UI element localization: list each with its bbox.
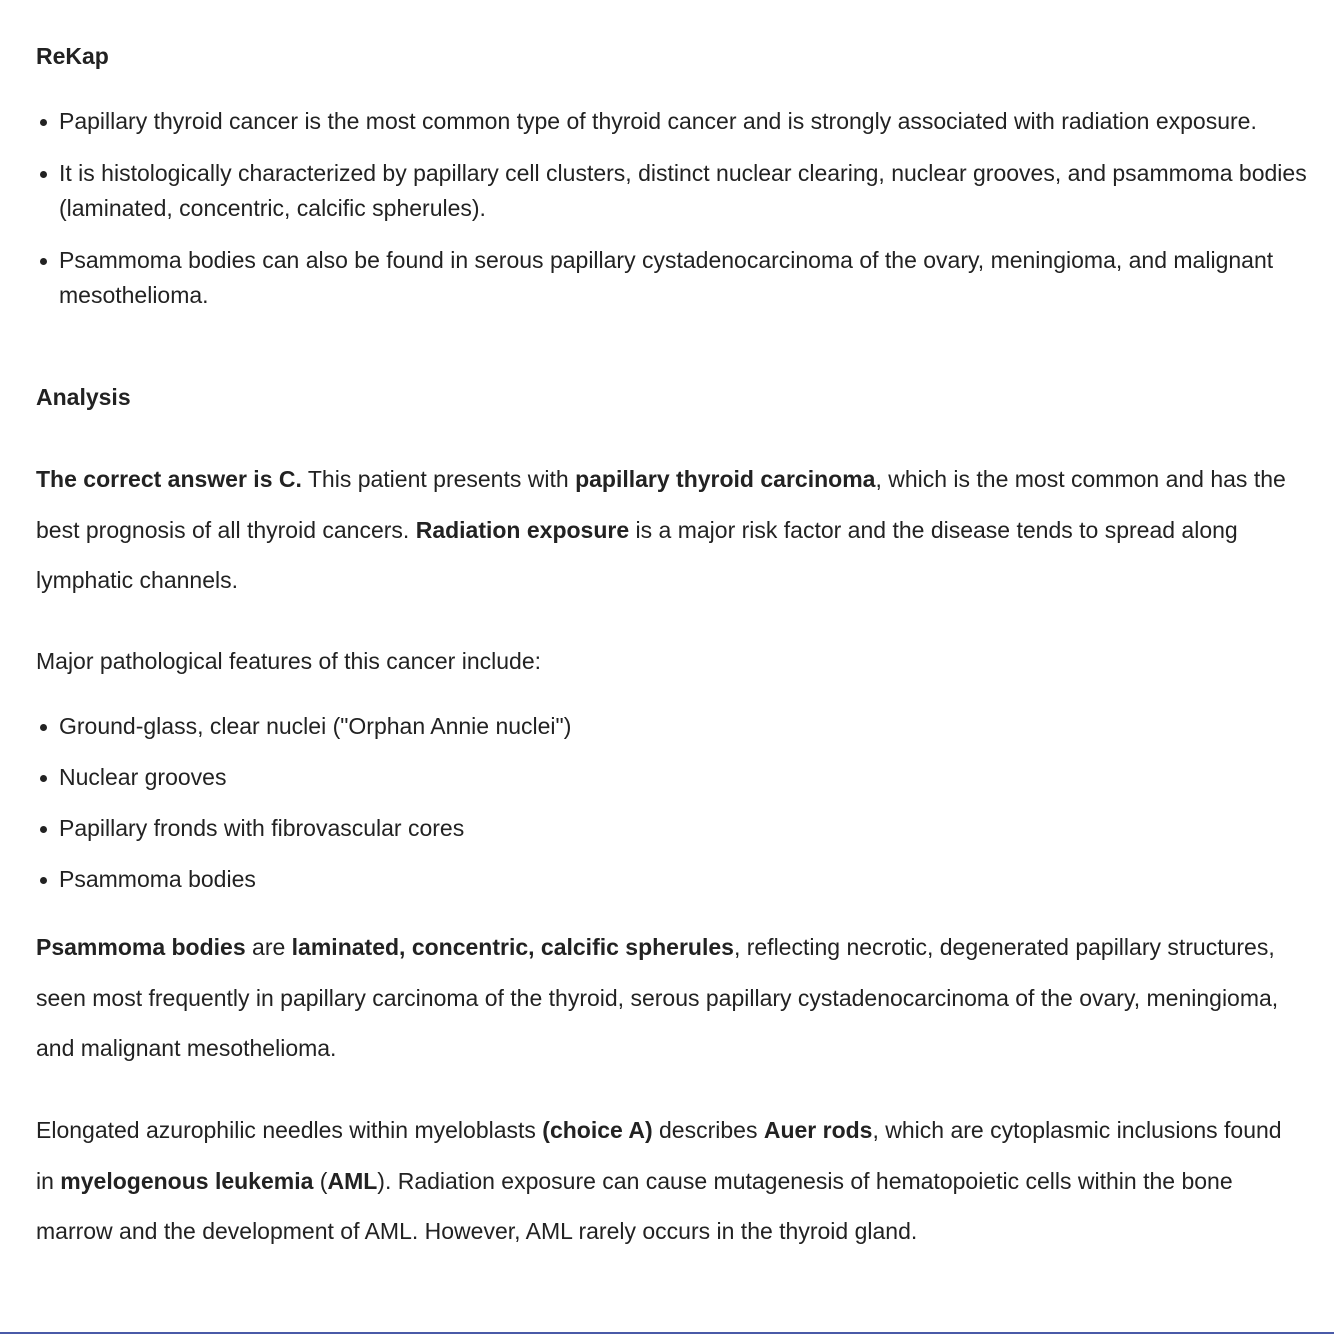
text-segment: ). Radiation exposure can cause mutagenesis of hematopoietic cells within the bone marrow and the development of AML. However, AML rarely occurs in the thyroid gland.: [36, 1167, 1233, 1244]
text-segment: are: [245, 934, 292, 960]
choice-a-paragraph: [36, 1105, 1286, 1257]
list-item: [59, 811, 1309, 846]
text-segment: Major pathological features of this cancer include:: [36, 648, 542, 674]
bold-text: papillary thyroid carcinoma: [575, 466, 876, 492]
bold-text: myelogenous leukemia: [60, 1167, 314, 1194]
text-segment: describes: [652, 1117, 764, 1143]
text-segment: Elongated azurophilic needles within myeloblasts: [36, 1117, 543, 1143]
list-item: [59, 104, 1309, 139]
text-segment: Nuclear grooves: [59, 764, 227, 790]
text-segment: Papillary fronds with fibrovascular cores: [59, 815, 465, 841]
features-list: [36, 709, 1309, 913]
bold-text: Auer rods: [763, 1117, 873, 1143]
bold-text: laminated, concentric, calcific spherules: [291, 934, 734, 960]
analysis-heading: Analysis: [36, 384, 131, 410]
list-item: [59, 862, 1309, 897]
text-segment: This patient presents with: [301, 466, 576, 492]
correct-answer-paragraph: [36, 454, 1286, 606]
bold-text: (choice A): [542, 1117, 653, 1143]
text-segment: , which is the most common and has the best prognosis of all thyroid cancers.: [36, 466, 1286, 543]
bold-text: Psammoma bodies: [36, 934, 246, 960]
rekap-list: [36, 104, 1309, 330]
list-item: [59, 156, 1309, 226]
bold-text: AML: [327, 1167, 378, 1194]
psammoma-paragraph: [36, 922, 1286, 1074]
bold-text: Radiation exposure: [415, 516, 630, 543]
text-segment: (: [313, 1167, 328, 1194]
text-segment: , which are cytoplasmic inclusions found in: [36, 1117, 1282, 1194]
text-segment: Papillary thyroid cancer is the most common type of thyroid cancer and is strongly associated with radiation exposure.: [59, 108, 1257, 134]
bold-text: The correct answer is C.: [36, 466, 302, 492]
list-item: [59, 709, 1309, 744]
text-segment: Psammoma bodies can also be found in serous papillary cystadenocarcinoma of the ovary, meningioma, and malignant mesothelioma.: [59, 247, 1274, 308]
text-segment: Ground-glass, clear nuclei ("Orphan Annie nuclei"): [59, 713, 572, 739]
list-item: [59, 760, 1309, 795]
text-segment: , reflecting necrotic, degenerated papillary structures, seen most frequently in papillary carcinoma of the thyroid, serous papillary cystadenocarcinoma of the ovary, meningioma, and malignant mesothelioma.: [36, 934, 1279, 1061]
text-segment: is a major risk factor and the disease tends to spread along lymphatic channels.: [36, 516, 1238, 593]
list-item: [59, 243, 1309, 313]
text-segment: Psammoma bodies: [59, 866, 256, 892]
rekap-heading: ReKap: [36, 43, 109, 69]
features-intro: [36, 636, 1286, 687]
text-segment: It is histologically characterized by papillary cell clusters, distinct nuclear clearing, nuclear grooves, and psammoma bodies (laminated, concentric, calcific spherules).: [59, 160, 1307, 221]
